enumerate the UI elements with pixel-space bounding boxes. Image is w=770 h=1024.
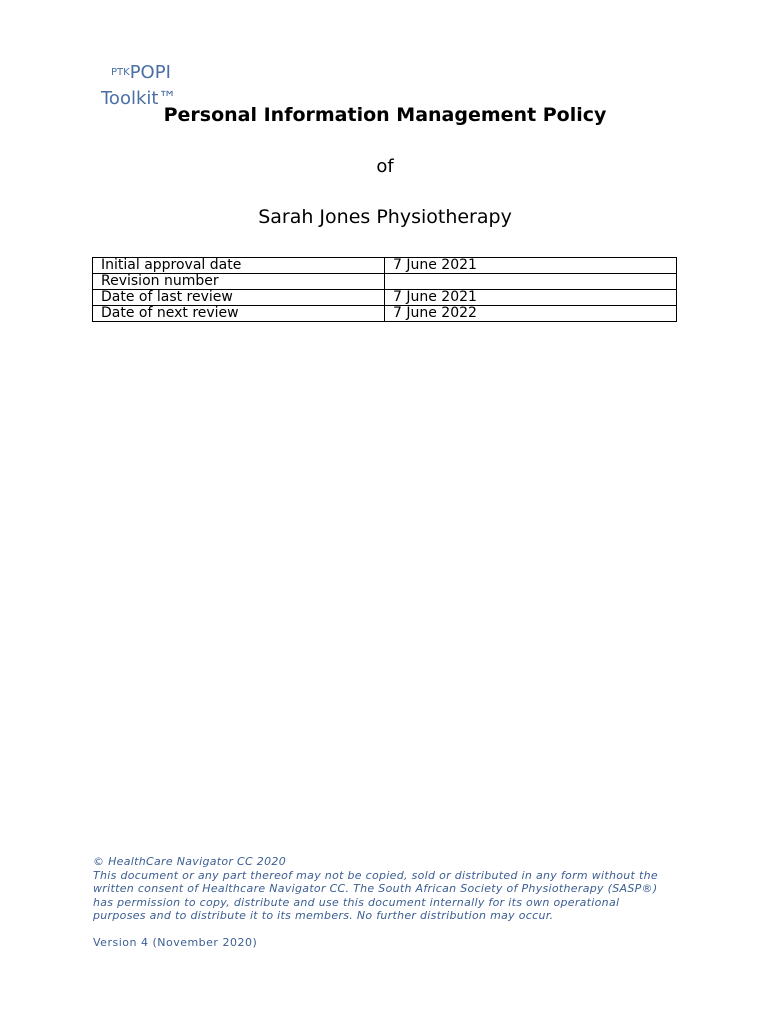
row-value: 7 June 2021 — [385, 258, 677, 274]
row-label: Date of next review — [93, 306, 385, 322]
document-of: of — [376, 156, 394, 177]
logo-text-popi: POPI — [129, 62, 171, 83]
logo-line-1 — [101, 60, 176, 86]
table-row — [93, 306, 677, 322]
table-row — [93, 274, 677, 290]
table-row — [93, 258, 677, 274]
practice-name: Sarah Jones Physiotherapy — [258, 206, 512, 228]
row-value — [385, 274, 677, 290]
version-label: Version 4 (November 2020) — [93, 936, 258, 949]
logo-superscript: PTK — [111, 67, 130, 78]
copyright-line: © HealthCare Navigator CC 2020 — [93, 855, 286, 868]
document-info-table — [92, 257, 677, 322]
row-label: Revision number — [93, 274, 385, 290]
row-label: Date of last review — [93, 290, 385, 306]
logo-text-toolkit: Toolkit™ — [101, 88, 177, 109]
document-title: Personal Information Management Policy — [163, 104, 607, 126]
row-value: 7 June 2021 — [385, 290, 677, 306]
table-row — [93, 290, 677, 306]
row-label: Initial approval date — [93, 258, 385, 274]
row-value: 7 June 2022 — [385, 306, 677, 322]
copyright-footer — [93, 855, 673, 923]
copyright-notice: This document or any part thereof may not be copied, sold or distributed in any form without the written consent of Healthcare Navigator CC. The South African Society of Physiotherapy (SASP®) has permission to copy, distribute and use this document internally for its own operational purposes and to distribute it to its members. No further distribution may occur. — [93, 868, 658, 922]
